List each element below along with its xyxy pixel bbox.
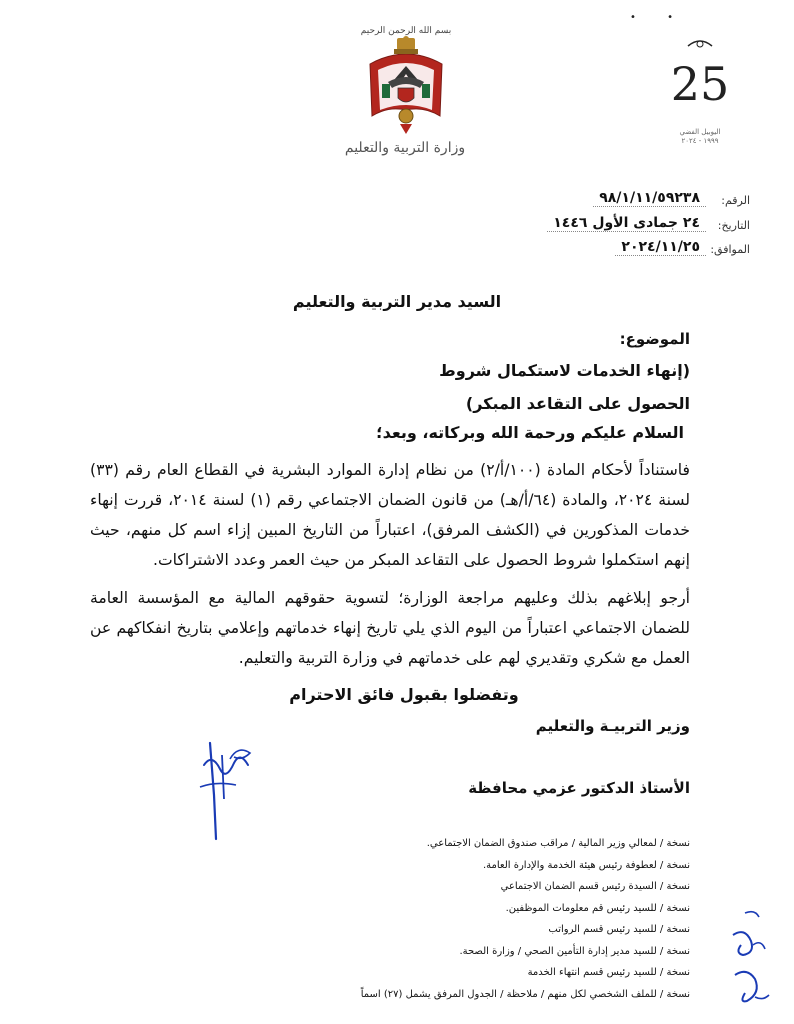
- corresponding-value: ٢٠٢٤/١١/٢٥: [615, 239, 706, 256]
- date-label: التاريخ:: [717, 219, 750, 232]
- jubilee-years: ١٩٩٩ - ٢٠٢٤: [681, 137, 719, 145]
- closing-line: وتفضلوا بقبول فائق الاحترام: [289, 685, 519, 704]
- recipient: السيد مدير التربية والتعليم: [292, 292, 502, 311]
- cc-item: نسخة / لعطوفة رئيس هيئة الخدمة والإدارة العامة.: [482, 859, 690, 871]
- cc-item: نسخة / للسيد رئيس قم معلومات الموظفين.: [505, 902, 690, 914]
- ministry-name: وزارة التربية والتعليم: [344, 140, 466, 156]
- reference-label: الرقم:: [721, 194, 750, 207]
- cc-item: نسخة / السيدة رئيس قسم الضمان الاجتماعي: [500, 881, 690, 892]
- signatory-name: الأستاذ الدكتور عزمي محافظة: [468, 779, 690, 797]
- basmala: بسم الله الرحمن الرحيم: [360, 26, 452, 36]
- jubilee-caption-block: [668, 128, 732, 146]
- coat-of-arms-icon: [364, 36, 448, 136]
- date-row: [520, 215, 750, 232]
- signatory-title: وزير التربيـة والتعليم: [535, 717, 690, 735]
- greeting: السلام عليكم ورحمة الله وبركاته، وبعد؛: [376, 423, 684, 442]
- body-paragraph-2: أرجو إبلاغهم بذلك وعليهم مراجعة الوزارة؛ لتسوية حقوقهم المالية مع المؤسسة العامة للضمان الاجتماعي اعتباراً من اليوم الذي يلي تاريخ إنهاء خدماتهم وإعلامي بتاريخ انفكاكهم عن العمل مع شكري وتقديري لهم على خدماتهم في وزارة التربية والتعليم.: [90, 589, 690, 667]
- body-paragraph-1: فاستناداً لأحكام المادة (١٠٠/أ/٢) من نظام إدارة الموارد البشرية في القطاع العام رقم (٣٣) لسنة ٢٠٢٤، والمادة (٦٤/أ/هـ) من قانون الضمان الاجتماعي رقم (١) لسنة ٢٠١٤، قررت إنهاء خدمات المذكورين في (الكشف المرفق)، اعتباراً من التاريخ المبين إزاء اسم كل منهم، حيث إنهم استكملوا شروط الحصول على التقاعد المبكر من حيث العمر وعدد الاشتراكات.: [90, 461, 690, 569]
- jubilee-caption: اليوبيل الفضي: [679, 128, 721, 136]
- subject-line-1: (إنهاء الخدمات لاستكمال شروط: [439, 361, 690, 380]
- cc-item: نسخة / للسيد رئيس قسم الرواتب: [548, 924, 690, 935]
- cc-item: نسخة / للملف الشخصي لكل منهم / ملاحظة / الجدول المرفق يشمل (٢٧) اسماً: [360, 988, 690, 1000]
- date-value: ٢٤ جمادى الأول ١٤٤٦: [547, 215, 706, 232]
- corresponding-label: الموافق:: [710, 243, 750, 256]
- top-marks: • •: [630, 12, 687, 23]
- handwritten-signature: [190, 735, 270, 845]
- cc-item: نسخة / للسيد مدير إدارة التأمين الصحي / وزارة الصحة.: [459, 945, 690, 957]
- jubilee-number: 25: [670, 57, 730, 111]
- corresponding-row: [520, 239, 750, 256]
- cc-item: نسخة / لمعالي وزير المالية / مراقب صندوق الضمان الاجتماعي.: [426, 838, 690, 849]
- reference-row: [520, 190, 750, 207]
- subject-label: الموضوع:: [619, 330, 690, 348]
- subject-line-2: الحصول على التقاعد المبكر): [465, 394, 690, 413]
- cc-item: نسخة / للسيد رئيس قسم انتهاء الخدمة: [527, 967, 690, 978]
- cc-list: [361, 833, 690, 1005]
- handwritten-initials: [725, 905, 775, 1015]
- reference-value: ٩٨/١/١١/٥٩٢٣٨: [593, 190, 706, 207]
